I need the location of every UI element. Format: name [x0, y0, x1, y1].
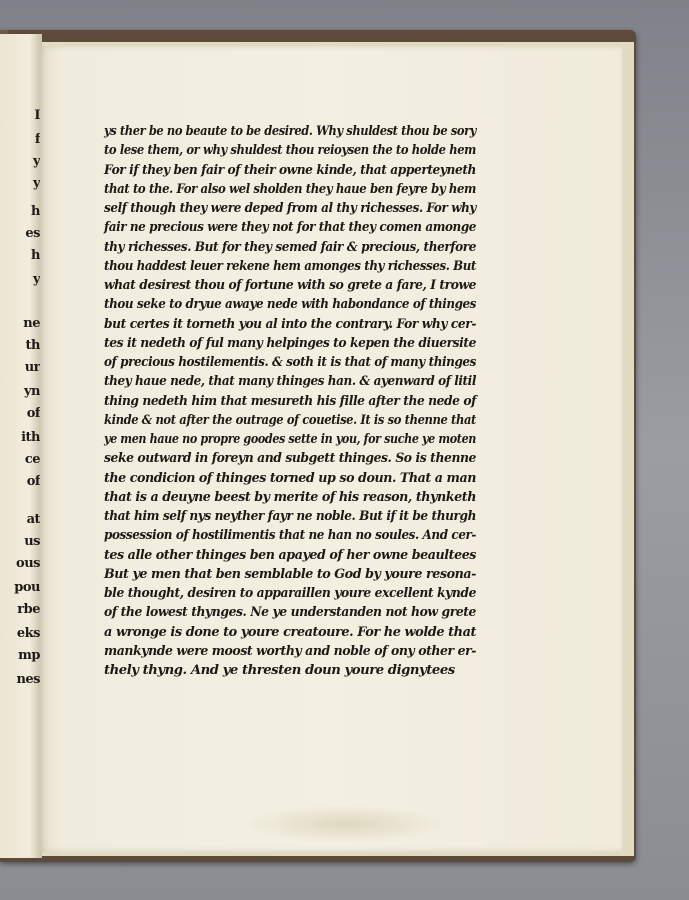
facing-page-fragment: rbe	[17, 602, 40, 617]
text-line: ble thought, desiren to apparaillen youre excellent kynde	[104, 586, 476, 601]
facing-page-fragment: ith	[21, 430, 40, 445]
facing-page-fragment: h	[31, 204, 40, 219]
text-line: fair ne precious were they not for that they comen amonge	[104, 220, 476, 236]
text-line: thou haddest leuer rekene hem amonges thy richesses. But	[104, 258, 476, 274]
facing-page-fragment: us	[24, 534, 40, 549]
facing-page-fragment: h	[31, 248, 40, 263]
text-line: of precious hostilementis. & soth it is that of many thinges	[104, 355, 476, 370]
facing-page-fragment: ous	[16, 556, 40, 571]
facing-page-fragment: nes	[16, 672, 40, 687]
text-line: to lese them, or why shuldest thou reioysen the to holde hem	[104, 143, 476, 159]
text-line: thely thyng. And ye thresten doun youre dignytees	[104, 663, 455, 678]
text-line: ye men haue no propre goodes sette in you, for suche ye moten	[104, 432, 476, 447]
text-line: what desirest thou of fortune with so grete a fare, I trowe	[104, 278, 476, 293]
text-line: tes it nedeth of ful many helpinges to kepen the diuersite	[104, 335, 476, 351]
facing-page-fragment: y	[32, 176, 40, 191]
text-line: thy richesses. But for they semed fair & precious, therfore	[104, 239, 476, 255]
facing-page-fragment: of	[26, 406, 40, 421]
facing-page-fragment: ur	[24, 360, 40, 375]
text-line: thing nedeth him that mesureth his fille after the nede of	[104, 393, 476, 409]
facing-page-fragment: f	[34, 132, 40, 147]
text-line: ys ther be no beaute to be desired. Why shuldest thou be sory	[104, 124, 476, 139]
facing-page-fragment: at	[26, 512, 40, 527]
facing-page-fragment: eks	[16, 626, 40, 641]
facing-page-fragment: ne	[23, 316, 40, 331]
text-line: But ye men that ben semblable to God by youre resona-	[104, 566, 476, 582]
text-line: the condicion of thinges torned up so doun. That a man	[104, 470, 476, 486]
text-line: mankynde were moost worthy and noble of ony other er-	[104, 643, 476, 659]
text-line: thou seke to dryue awaye nede with habondance of thinges	[104, 297, 476, 313]
text-line: tes alle other thinges ben apayed of her owne beaultees	[104, 547, 476, 563]
text-line: of the lowest thynges. Ne ye understanden not how grete	[104, 605, 476, 621]
facing-page-fragment: ce	[24, 452, 40, 467]
text-line: self though they were deped from al thy richesses. For why	[104, 201, 476, 216]
text-line: kinde & not after the outrage of couetise. It is so thenne that	[104, 412, 476, 428]
text-line: that to the. For also wel sholden they haue ben feyre by hem	[104, 181, 476, 197]
facing-page-fragment: mp	[18, 648, 40, 663]
facing-page-fragment: I	[34, 108, 40, 123]
text-line: seke outward in foreyn and subgett thinges. So is thenne	[104, 451, 476, 467]
page-stain	[245, 805, 445, 843]
facing-page-fragment: pou	[14, 580, 40, 595]
facing-page-fragment: yn	[23, 384, 40, 399]
text-line: a wronge is done to youre creatoure. For he wolde that	[104, 624, 476, 640]
facing-page-fragment: y	[32, 154, 40, 169]
blackletter-text-block	[104, 122, 476, 680]
text-line: possession of hostilimentis that ne han no soules. And cer-	[104, 528, 476, 544]
text-line: they haue nede, that many thinges han. & ayenward of litil	[104, 374, 476, 390]
text-line: For if they ben fair of their owne kinde, that apperteyneth	[104, 162, 476, 178]
text-line: that him self nys neyther fayr ne noble. But if it be thurgh	[104, 509, 476, 524]
facing-page-fragment: of	[26, 474, 40, 489]
text-line: but certes it torneth you al into the contrary. For why cer-	[104, 316, 476, 332]
facing-page-fragment: th	[25, 338, 40, 353]
text-line: that is a deuyne beest by merite of his reason, thynketh	[104, 489, 476, 505]
facing-page	[0, 34, 42, 858]
facing-page-fragment: es	[25, 226, 40, 241]
facing-page-fragment: y	[32, 272, 40, 287]
